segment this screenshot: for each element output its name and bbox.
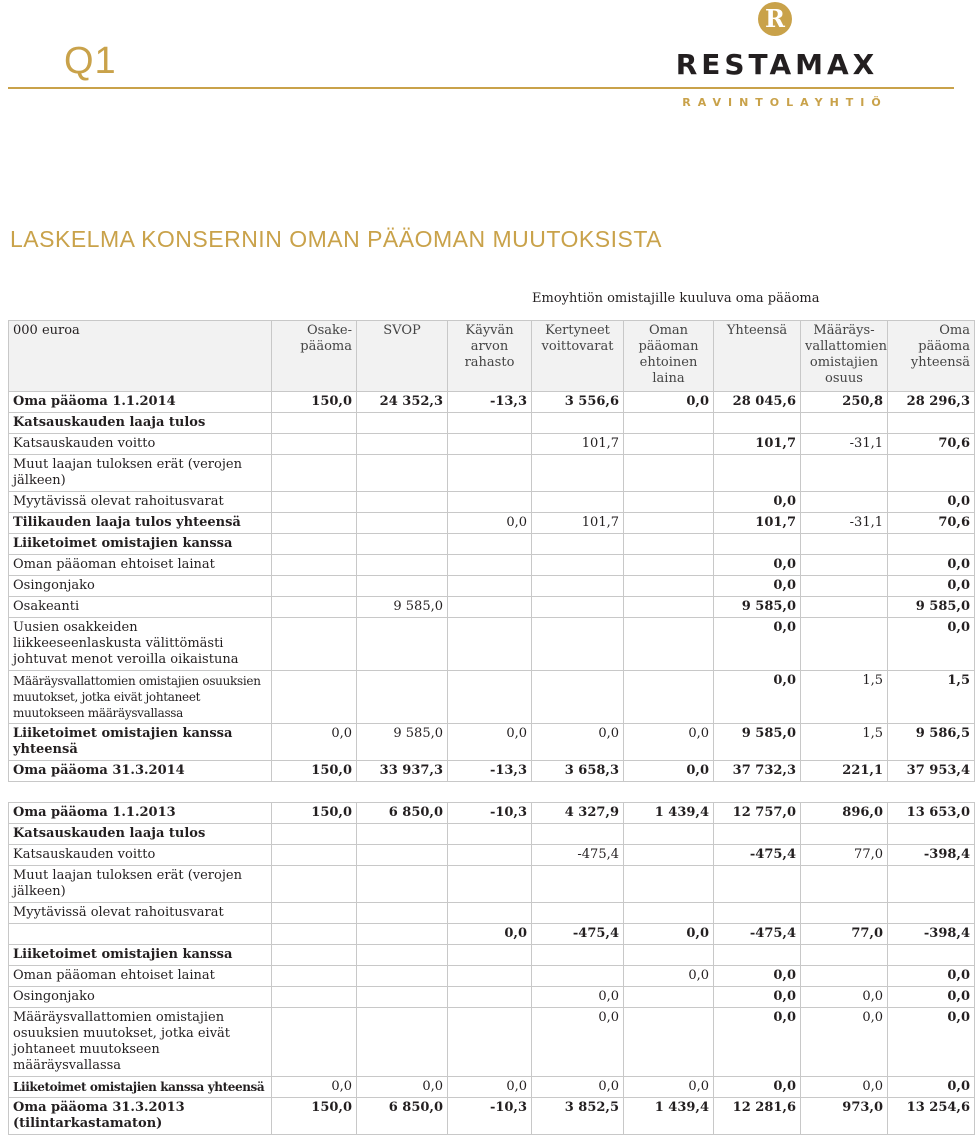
value-cell [624, 597, 714, 618]
value-cell [272, 866, 357, 903]
row-label: Osingonjako [9, 576, 272, 597]
value-cell [714, 455, 801, 492]
value-cell: -13,3 [448, 761, 532, 782]
value-cell: 221,1 [801, 761, 888, 782]
value-cell: 12 281,6 [714, 1098, 801, 1135]
value-cell [357, 534, 448, 555]
table-row [9, 824, 975, 845]
value-cell: 0,0 [801, 987, 888, 1008]
value-cell [357, 671, 448, 724]
value-cell [357, 513, 448, 534]
value-cell: 0,0 [888, 987, 975, 1008]
value-cell [624, 513, 714, 534]
value-cell: 101,7 [714, 434, 801, 455]
value-cell: 9 585,0 [357, 597, 448, 618]
value-cell [357, 824, 448, 845]
value-cell [888, 824, 975, 845]
value-cell [272, 597, 357, 618]
value-cell: 0,0 [888, 966, 975, 987]
table-row [9, 455, 975, 492]
logo-tagline: RAVINTOLAYHTIÖ [682, 96, 888, 109]
value-cell [888, 455, 975, 492]
value-cell [624, 413, 714, 434]
value-cell: -31,1 [801, 513, 888, 534]
value-cell [888, 903, 975, 924]
value-cell [624, 866, 714, 903]
table-row [9, 924, 975, 945]
column-header: Osake- pääoma [272, 321, 357, 392]
logo-mark-icon: R [758, 2, 792, 36]
value-cell: 0,0 [624, 724, 714, 761]
value-cell: 1,5 [801, 724, 888, 761]
value-cell [801, 597, 888, 618]
value-cell: 150,0 [272, 803, 357, 824]
value-cell [624, 903, 714, 924]
value-cell: 0,0 [888, 555, 975, 576]
value-cell: 0,0 [272, 1077, 357, 1098]
value-cell [357, 413, 448, 434]
value-cell: 0,0 [714, 1008, 801, 1077]
table-row [9, 492, 975, 513]
table-row [9, 513, 975, 534]
table-row [9, 845, 975, 866]
value-cell: 24 352,3 [357, 392, 448, 413]
value-cell [357, 455, 448, 492]
value-cell [624, 455, 714, 492]
table-row [9, 576, 975, 597]
row-label: Osingonjako [9, 987, 272, 1008]
value-cell [357, 903, 448, 924]
value-cell: 1,5 [801, 671, 888, 724]
row-label: Katsauskauden laaja tulos [9, 413, 272, 434]
row-label: Myytävissä olevat rahoitusvarat [9, 903, 272, 924]
value-cell: 0,0 [888, 1077, 975, 1098]
value-cell [888, 413, 975, 434]
value-cell: 33 937,3 [357, 761, 448, 782]
value-cell: 13 653,0 [888, 803, 975, 824]
value-cell: -475,4 [532, 924, 624, 945]
value-cell [714, 903, 801, 924]
column-header: 000 euroa [9, 321, 272, 392]
value-cell: 0,0 [624, 761, 714, 782]
value-cell: 0,0 [714, 966, 801, 987]
value-cell [357, 987, 448, 1008]
page-title: LASKELMA KONSERNIN OMAN PÄÄOMAN MUUTOKSISTA [10, 226, 663, 252]
value-cell [357, 492, 448, 513]
value-cell [801, 555, 888, 576]
logo-name: RESTAMAX [675, 48, 879, 81]
value-cell: 9 585,0 [357, 724, 448, 761]
company-logo [662, 0, 892, 112]
value-cell [448, 966, 532, 987]
value-cell [624, 1008, 714, 1077]
column-header: Oman pääoman ehtoinen laina [624, 321, 714, 392]
value-cell: 12 757,0 [714, 803, 801, 824]
value-cell: 0,0 [624, 1077, 714, 1098]
value-cell: 1,5 [888, 671, 975, 724]
column-header: Käyvän arvon rahasto [448, 321, 532, 392]
value-cell: -398,4 [888, 924, 975, 945]
column-header: SVOP [357, 321, 448, 392]
value-cell [801, 618, 888, 671]
table-row [9, 803, 975, 824]
value-cell [357, 966, 448, 987]
value-cell: 0,0 [714, 1077, 801, 1098]
table-row [9, 903, 975, 924]
table-row [9, 434, 975, 455]
value-cell [532, 824, 624, 845]
value-cell: -31,1 [801, 434, 888, 455]
row-label: Oma pääoma 31.3.2013 (tilintarkastamaton) [9, 1098, 272, 1135]
value-cell [448, 866, 532, 903]
value-cell [272, 534, 357, 555]
value-cell [357, 555, 448, 576]
value-cell: 150,0 [272, 761, 357, 782]
value-cell: -398,4 [888, 845, 975, 866]
value-cell: 37 732,3 [714, 761, 801, 782]
row-label: Tilikauden laaja tulos yhteensä [9, 513, 272, 534]
value-cell: 3 556,6 [532, 392, 624, 413]
table-row [9, 761, 975, 782]
value-cell: 4 327,9 [532, 803, 624, 824]
table-row [9, 966, 975, 987]
value-cell [357, 845, 448, 866]
value-cell [357, 924, 448, 945]
value-cell [532, 555, 624, 576]
page-corner-label: Q1 [64, 40, 117, 82]
value-cell: 150,0 [272, 392, 357, 413]
value-cell [448, 903, 532, 924]
row-label: Katsauskauden voitto [9, 845, 272, 866]
value-cell: 6 850,0 [357, 803, 448, 824]
value-cell [714, 824, 801, 845]
spacer-cell [9, 782, 975, 803]
value-cell [801, 576, 888, 597]
value-cell: 77,0 [801, 845, 888, 866]
column-header-row [9, 321, 975, 392]
value-cell: 28 296,3 [888, 392, 975, 413]
value-cell [272, 671, 357, 724]
row-label: Oman pääoman ehtoiset lainat [9, 555, 272, 576]
column-header: Määräys- vallattomien omistajien osuus [801, 321, 888, 392]
column-header: Kertyneet voittovarat [532, 321, 624, 392]
value-cell [448, 534, 532, 555]
table-row [9, 555, 975, 576]
value-cell [532, 966, 624, 987]
value-cell [448, 824, 532, 845]
value-cell [448, 618, 532, 671]
value-cell: 0,0 [714, 618, 801, 671]
value-cell: -475,4 [714, 845, 801, 866]
value-cell [714, 866, 801, 903]
header-divider [8, 87, 954, 89]
value-cell [801, 824, 888, 845]
value-cell [272, 1008, 357, 1077]
table-row [9, 597, 975, 618]
value-cell [624, 618, 714, 671]
table-row [9, 866, 975, 903]
row-label [9, 924, 272, 945]
table-row [9, 1008, 975, 1077]
value-cell [357, 434, 448, 455]
value-cell [448, 1008, 532, 1077]
value-cell: 0,0 [357, 1077, 448, 1098]
value-cell: 0,0 [532, 1077, 624, 1098]
value-cell: 0,0 [532, 1008, 624, 1077]
value-cell [801, 966, 888, 987]
value-cell [532, 576, 624, 597]
value-cell: 9 585,0 [714, 724, 801, 761]
table-row [9, 724, 975, 761]
value-cell [448, 455, 532, 492]
value-cell [801, 455, 888, 492]
value-cell: -13,3 [448, 392, 532, 413]
value-cell: 250,8 [801, 392, 888, 413]
value-cell: 70,6 [888, 513, 975, 534]
value-cell [801, 534, 888, 555]
row-label: Oman pääoman ehtoiset lainat [9, 966, 272, 987]
value-cell: -475,4 [532, 845, 624, 866]
value-cell [624, 945, 714, 966]
value-cell: 9 585,0 [888, 597, 975, 618]
table-row [9, 987, 975, 1008]
row-label: Liiketoimet omistajien kanssa [9, 945, 272, 966]
row-label: Osakeanti [9, 597, 272, 618]
value-cell: 0,0 [714, 671, 801, 724]
value-cell [801, 413, 888, 434]
value-cell: 9 586,5 [888, 724, 975, 761]
value-cell [801, 866, 888, 903]
value-cell: 9 585,0 [714, 597, 801, 618]
value-cell [714, 534, 801, 555]
value-cell [357, 618, 448, 671]
row-label: Määräysvallattomien omistajien osuuksien muutokset, jotka eivät johtaneet muutokseen määräysvallassa [9, 1008, 272, 1077]
value-cell [448, 555, 532, 576]
value-cell [532, 413, 624, 434]
value-cell: -475,4 [714, 924, 801, 945]
value-cell [624, 671, 714, 724]
value-cell [448, 987, 532, 1008]
row-label: Määräysvallattomien omistajien osuuksien muutokset, jotka eivät johtaneet muutokseen määräysvallassa [9, 671, 272, 724]
value-cell: 3 658,3 [532, 761, 624, 782]
value-cell: 0,0 [714, 555, 801, 576]
column-header: Yhteensä [714, 321, 801, 392]
value-cell [448, 576, 532, 597]
column-header: Oma pääoma yhteensä [888, 321, 975, 392]
table-row [9, 392, 975, 413]
value-cell [624, 987, 714, 1008]
value-cell: -10,3 [448, 1098, 532, 1135]
value-cell: 1 439,4 [624, 803, 714, 824]
value-cell [801, 945, 888, 966]
value-cell: 0,0 [888, 618, 975, 671]
value-cell [272, 555, 357, 576]
value-cell [532, 618, 624, 671]
value-cell [272, 924, 357, 945]
value-cell [624, 492, 714, 513]
row-label: Uusien osakkeiden liikkeeseenlaskusta välittömästi johtuvat menot veroilla oikaistuna [9, 618, 272, 671]
value-cell [624, 555, 714, 576]
table-row [9, 671, 975, 724]
value-cell [801, 492, 888, 513]
value-cell [888, 945, 975, 966]
value-cell [448, 845, 532, 866]
value-cell: 77,0 [801, 924, 888, 945]
row-label: Muut laajan tuloksen erät (verojen jälkeen) [9, 455, 272, 492]
value-cell: 0,0 [714, 987, 801, 1008]
value-cell [272, 576, 357, 597]
row-label: Myytävissä olevat rahoitusvarat [9, 492, 272, 513]
value-cell [272, 413, 357, 434]
value-cell: 37 953,4 [888, 761, 975, 782]
row-label: Katsauskauden voitto [9, 434, 272, 455]
value-cell [448, 434, 532, 455]
row-label: Oma pääoma 31.3.2014 [9, 761, 272, 782]
value-cell [532, 866, 624, 903]
value-cell: 0,0 [448, 513, 532, 534]
value-cell: -10,3 [448, 803, 532, 824]
value-cell: 101,7 [532, 434, 624, 455]
value-cell [624, 845, 714, 866]
value-cell [448, 492, 532, 513]
value-cell: 0,0 [448, 724, 532, 761]
value-cell: 13 254,6 [888, 1098, 975, 1135]
value-cell [888, 866, 975, 903]
value-cell: 0,0 [714, 576, 801, 597]
section-spacer [9, 782, 975, 803]
value-cell [272, 455, 357, 492]
value-cell: 101,7 [532, 513, 624, 534]
value-cell [624, 534, 714, 555]
row-label: Liiketoimet omistajien kanssa [9, 534, 272, 555]
value-cell: 6 850,0 [357, 1098, 448, 1135]
table-row [9, 413, 975, 434]
value-cell [357, 945, 448, 966]
value-cell [448, 945, 532, 966]
value-cell: 3 852,5 [532, 1098, 624, 1135]
row-label: Oma pääoma 1.1.2013 [9, 803, 272, 824]
value-cell [272, 945, 357, 966]
value-cell [357, 576, 448, 597]
value-cell [532, 597, 624, 618]
row-label: Liiketoimet omistajien kanssa yhteensä [9, 1077, 272, 1098]
row-label: Katsauskauden laaja tulos [9, 824, 272, 845]
value-cell [888, 534, 975, 555]
value-cell [624, 434, 714, 455]
value-cell: 0,0 [624, 392, 714, 413]
value-cell: 0,0 [532, 987, 624, 1008]
value-cell: 0,0 [272, 724, 357, 761]
value-cell [272, 434, 357, 455]
value-cell [272, 987, 357, 1008]
value-cell: 973,0 [801, 1098, 888, 1135]
row-label: Liiketoimet omistajien kanssa yhteensä [9, 724, 272, 761]
value-cell: 0,0 [714, 492, 801, 513]
value-cell [624, 576, 714, 597]
value-cell: 0,0 [448, 1077, 532, 1098]
equity-changes-table [8, 320, 975, 1135]
value-cell: 1 439,4 [624, 1098, 714, 1135]
table-row [9, 945, 975, 966]
value-cell [448, 597, 532, 618]
value-cell [532, 945, 624, 966]
table-row [9, 534, 975, 555]
value-cell [532, 455, 624, 492]
value-cell: 70,6 [888, 434, 975, 455]
value-cell [801, 903, 888, 924]
value-cell [357, 866, 448, 903]
value-cell: 0,0 [448, 924, 532, 945]
value-cell [624, 824, 714, 845]
table-row [9, 1098, 975, 1135]
row-label: Oma pääoma 1.1.2014 [9, 392, 272, 413]
value-cell: 0,0 [888, 492, 975, 513]
value-cell [532, 671, 624, 724]
table-row [9, 1077, 975, 1098]
value-cell: 0,0 [888, 1008, 975, 1077]
value-cell: 150,0 [272, 1098, 357, 1135]
value-cell [532, 534, 624, 555]
value-cell: 0,0 [801, 1008, 888, 1077]
value-cell [357, 1008, 448, 1077]
value-cell: 0,0 [801, 1077, 888, 1098]
row-label: Muut laajan tuloksen erät (verojen jälkeen) [9, 866, 272, 903]
value-cell [714, 413, 801, 434]
value-cell [272, 492, 357, 513]
value-cell [272, 845, 357, 866]
table-row [9, 618, 975, 671]
value-cell: 101,7 [714, 513, 801, 534]
value-cell: 0,0 [888, 576, 975, 597]
value-cell [272, 903, 357, 924]
group-header: Emoyhtiön omistajille kuuluva oma pääoma [532, 291, 820, 306]
value-cell: 28 045,6 [714, 392, 801, 413]
value-cell: 0,0 [532, 724, 624, 761]
value-cell [272, 513, 357, 534]
value-cell [448, 671, 532, 724]
value-cell [272, 966, 357, 987]
value-cell [272, 824, 357, 845]
value-cell [714, 945, 801, 966]
value-cell [532, 903, 624, 924]
value-cell [448, 413, 532, 434]
value-cell [272, 618, 357, 671]
value-cell: 896,0 [801, 803, 888, 824]
value-cell: 0,0 [624, 966, 714, 987]
value-cell: 0,0 [624, 924, 714, 945]
value-cell [532, 492, 624, 513]
